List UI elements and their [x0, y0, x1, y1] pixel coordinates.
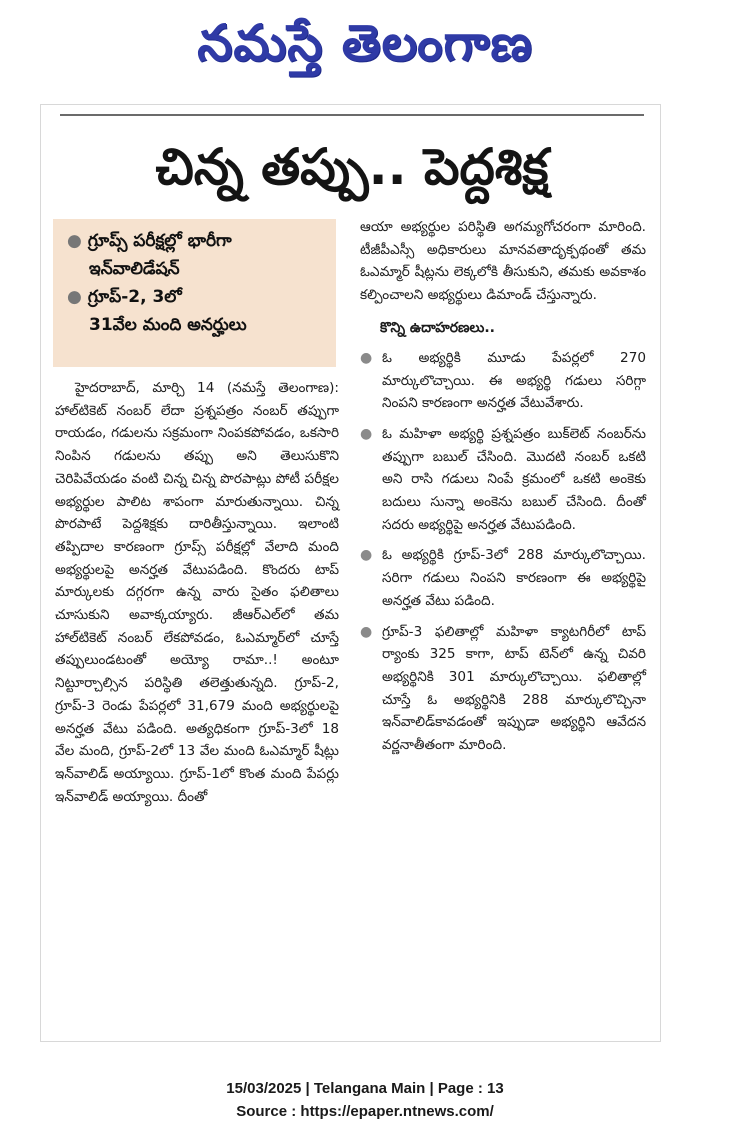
- example-item: [360, 423, 646, 537]
- example-item: [360, 347, 646, 415]
- example-text: ఓ అభ్యర్థికి మూడు పేపర్లలో 270 మార్కులొచ్చాయి. ఈ అభ్యర్థి గడులు సరిగ్గా నింపని కారణంగా అనర్హత వేటువేశారు.: [382, 349, 646, 412]
- example-item: [360, 621, 646, 757]
- subheading-line: గ్రూప్స్ పరీక్షల్లో భారీగా: [87, 231, 232, 251]
- body-paragraph: హైదరాబాద్, మార్చి 14 (నమస్తే తెలంగాణ): హాల్‌టికెట్ నంబర్ లేదా ప్రశ్నపత్రం నంబర్ తప్పుగా రాయడం, గడులను సక్రమంగా నింపకపోవడం, ఒకసారి నింపిన గడులను తప్పు అని తెలుసుకొని చెరిపివేయడం వంటి చిన్న చిన్న పొరపాట్లు పోటీ పరీక్షల అభ్యర్థుల పాలిట శాపంగా మారుతున్నాయి. చిన్న పొరపాటే పెద్దశిక్షకు దారితీస్తున్నాయి. ఇలాంటి తప్పిదాల కారణంగా గ్రూప్స్ పరీక్షల్లో వేలాది మంది అభ్యర్థులపై అనర్హత వేటుపడింది. కొందరు టాప్ మార్కులకు దగ్గరగా ఉన్న వారు సైతం ఫలితాలు చూసుకుని అవాక్కయ్యారు. జీఆర్‌ఎల్‌లో తమ హాల్‌టికెట్ నంబర్ లేకపోవడం, ఓఎమ్మార్‌లో చూస్తే తప్పులుండటంతో అయ్యో రామా..! అంటూ నిట్టూర్చాల్సిన పరిస్థితి తలెత్తుతున్నది. గ్రూప్-2, గ్రూప్-3 రెండు పేపర్లలో 31,679 మంది అభ్యర్థులపై అనర్హత వేటు పడింది. అత్యధికంగా గ్రూప్-3లో 18 వేల మంది, గ్రూప్-2లో 13 వేల మంది ఓఎమ్మార్ షీట్లు ఇన్‌వాలిడ్ అయ్యాయి. గ్రూప్-1లో కొంత మంది పేపర్లు ఇన్‌వాలిడ్ అయ్యాయి. దీంతో: [55, 380, 339, 805]
- headline: చిన్న తప్పు.. పెద్దశిక్ష: [155, 138, 549, 196]
- footer-source: Source : https://epaper.ntnews.com/: [236, 1103, 494, 1120]
- subheading-box: [53, 219, 336, 367]
- bullet-icon: ●: [360, 547, 373, 564]
- footer-date-page: 15/03/2025 | Telangana Main | Page : 13: [226, 1080, 504, 1097]
- bullet-dot-icon: ●: [67, 287, 82, 307]
- bullet-dot-icon: ●: [67, 231, 82, 251]
- example-text: ఓ మహిళా అభ్యర్థి ప్రశ్నపత్రం బుక్‌లెట్ నంబర్‌ను తప్పుగా బబుల్ చేసింది. మొదటి నంబర్ ఒకటి అని రాసి గడులు నింపే క్రమంలో ఒకటి అంకెకు బదులు సున్నా అంకెను బబుల్ చేసింది. దీంతో సదరు అభ్యర్థిపై అనర్హత వేటుపడింది.: [382, 425, 646, 533]
- subheading-line: ఇన్‌వాలిడేషన్: [89, 259, 180, 279]
- bullet-icon: ●: [360, 623, 373, 640]
- subheading-line: 31వేల మంది అనర్హులు: [89, 315, 247, 335]
- right-column: [360, 216, 646, 765]
- example-text: గ్రూప్-3 ఫలితాల్లో మహిళా క్యాటగిరీలో టాప్ ర్యాంకు 325 కాగా, టాప్ టెన్‌లో ఉన్న చివరి అభ్యర్థినికి 301 మార్కులొచ్చాయి. ఫలితాల్లో చూస్తే ఓ అభ్యర్థినికి 288 మార్కులొచ్చినా ఇన్‌వాలిడ్‌కావడంతో ఇప్పుడా అభ్యర్థిని ఆవేదన వర్ణనాతీతంగా మారింది.: [382, 623, 646, 754]
- example-text: ఓ అభ్యర్థికి గ్రూప్-3లో 288 మార్కులొచ్చాయి. సరిగా గడులు నింపని కారణంగా ఈ అభ్యర్థిపై అనర్హత వేటు పడింది.: [382, 547, 646, 609]
- left-column: [55, 377, 339, 808]
- masthead: [0, 0, 730, 90]
- bullet-icon: ●: [360, 349, 373, 366]
- newspaper-logo: నమస్తే తెలంగాణ: [197, 14, 533, 72]
- subheading-line: గ్రూప్-2, 3లో: [87, 287, 182, 307]
- example-item: [360, 544, 646, 612]
- top-rule: [60, 114, 644, 116]
- examples-heading: కొన్ని ఉదాహరణలు..: [380, 319, 495, 336]
- body-paragraph: ఆయా అభ్యర్థుల పరిస్థితి అగమ్యగోచరంగా మారింది. టీజీపీఎస్సీ అధికారులు మానవతాదృక్పథంతో తమ ఓఎమ్మార్ షీట్లను లెక్కలోకి తీసుకుని, తమకు అవకాశం కల్పించాలని అభ్యర్థులు డిమాండ్ చేస్తున్నారు.: [360, 219, 646, 304]
- bullet-icon: ●: [360, 425, 373, 442]
- subheading-point: [67, 227, 330, 283]
- subheading-point: [67, 283, 330, 339]
